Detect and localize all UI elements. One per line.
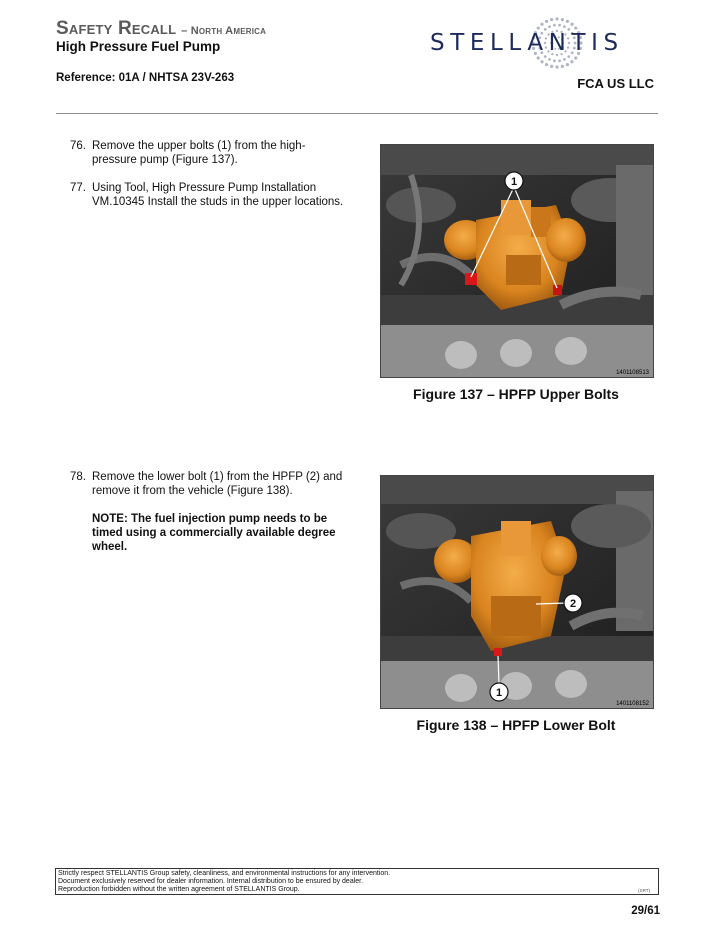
logo-dot [554, 48, 556, 50]
logo-dot [564, 33, 566, 35]
logo-dot [534, 52, 537, 55]
logo-dot [551, 53, 553, 55]
logo-dot [579, 47, 582, 50]
recall-title-region: – North America [181, 25, 267, 37]
logo-dot [538, 42, 541, 45]
step-text-line: Using Tool, High Pressure Pump Installation [92, 182, 317, 194]
logo-dot [563, 25, 566, 28]
logo-dot [545, 37, 547, 39]
step-text-line: Remove the lower bolt (1) from the HPFP (2) and [92, 471, 343, 483]
logo-dot [532, 47, 535, 50]
callout-1: 1 [495, 687, 503, 699]
logo-dot [534, 31, 537, 34]
logo-dot [537, 56, 540, 59]
logo-dot [570, 60, 573, 63]
logo-dot [567, 46, 569, 48]
logo-dot [561, 46, 563, 48]
step-text-line: Remove the upper bolts (1) from the high- [92, 140, 306, 152]
logo-dot [566, 20, 569, 23]
logo-dot [540, 32, 543, 35]
logo-dot [577, 52, 580, 55]
logo-dot [554, 36, 556, 38]
note-line: wheel. [92, 541, 128, 553]
figure-138-image [380, 475, 654, 709]
logo-dot [558, 36, 560, 38]
step-number: 77. [70, 182, 86, 194]
logo-dot [574, 42, 577, 45]
footer-line: Strictly respect STELLANTIS Group safety, cleanliness, and environmental instructions for any intervention. [58, 870, 391, 877]
logo-dot [545, 63, 548, 66]
logo-dot [568, 42, 570, 44]
logo-dot [551, 38, 553, 40]
recall-subtitle: High Pressure Fuel Pump [56, 39, 221, 54]
logo-dot [573, 47, 576, 50]
recall-title-main: Safety Recall [56, 18, 177, 39]
logo-dot [538, 37, 541, 40]
step-number: 78. [70, 471, 86, 483]
logo-dot [571, 51, 574, 54]
logo-dot [561, 65, 564, 68]
logo-dot [555, 17, 558, 20]
reference-number: Reference: 01A / NHTSA 23V-263 [56, 72, 235, 84]
logo-dot [560, 31, 562, 33]
logo-dot [558, 24, 561, 27]
logo-dot [564, 50, 566, 52]
figure-image-id: 1401108513 [616, 370, 649, 376]
footer-tag: (SRT) [638, 888, 650, 893]
logo-dot [544, 28, 547, 31]
logo-dot [538, 47, 541, 50]
logo-dot [540, 60, 543, 63]
step-78 [70, 470, 370, 500]
logo-dot [553, 59, 556, 62]
logo-dot [531, 41, 534, 44]
step-text [92, 470, 342, 498]
note-line: timed using a commercially available degree [92, 527, 336, 539]
stellantis-logo: STELLANTIS [430, 30, 624, 56]
logo-dot [571, 32, 574, 35]
logo-dot [563, 58, 566, 61]
step-text-line: VM.10345 Install the studs in the upper locations. [92, 196, 344, 208]
callout-1: 1 [510, 176, 518, 188]
note-line: NOTE: The fuel injection pump needs to be [92, 513, 328, 525]
recall-title [56, 18, 266, 40]
callout-2: 2 [569, 598, 577, 610]
logo-dot [574, 56, 577, 59]
logo-dot [547, 50, 549, 52]
logo-dot [545, 46, 547, 48]
step-76 [70, 139, 360, 169]
step-text-line: remove it from the vehicle (Figure 138). [92, 485, 293, 497]
footer-line: Reproduction forbidden without the written agreement of STELLANTIS Group. [58, 886, 300, 893]
logo-dot [579, 36, 582, 39]
note-block [92, 512, 372, 554]
footer-line: Document exclusively reserved for dealer information. Internal distribution to be ensured by dealer. [58, 878, 364, 885]
logo-dot [551, 31, 553, 33]
step-text-line: pressure pump (Figure 137). [92, 154, 238, 166]
logo-dot [532, 36, 535, 39]
logo-dot [551, 46, 553, 48]
step-text [92, 139, 306, 167]
stellantis-logo-mark-icon [530, 16, 584, 70]
logo-dot [547, 33, 549, 35]
logo-dot [553, 24, 556, 27]
logo-dot [567, 37, 569, 39]
step-77 [70, 181, 370, 211]
logo-dot [577, 31, 580, 34]
logo-dot [560, 53, 562, 55]
figure-image-id: 1401108152 [616, 701, 649, 707]
step-number: 76. [70, 140, 86, 152]
logo-dot [555, 65, 558, 68]
logo-dot [537, 26, 540, 29]
logo-dot [574, 26, 577, 29]
logo-dot [561, 18, 564, 21]
page-number: 29/61 [631, 905, 660, 917]
header-divider [56, 113, 658, 114]
step-text [92, 181, 343, 209]
logo-dot [567, 55, 570, 58]
logo-dot [558, 48, 560, 50]
logo-dot [579, 41, 582, 44]
logo-dot [540, 51, 543, 54]
logo-dot [544, 42, 546, 44]
logo-dot [566, 63, 569, 66]
logo-dot [550, 65, 553, 68]
logo-dot [540, 23, 543, 26]
logo-dot [548, 58, 551, 61]
logo-dot [556, 54, 558, 56]
logo-dot [561, 38, 563, 40]
figure-138-caption: Figure 138 – HPFP Lower Bolt [416, 717, 616, 733]
logo-dot [545, 20, 548, 23]
logo-dot [562, 42, 564, 44]
logo-dot [556, 30, 558, 32]
figure-137-image [380, 144, 654, 378]
logo-dot [548, 25, 551, 28]
footer-disclaimer [55, 868, 659, 895]
company-name: FCA US LLC [577, 76, 654, 91]
logo-dot [550, 42, 552, 44]
logo-dot [544, 55, 547, 58]
logo-dot [567, 28, 570, 31]
logo-dot [558, 59, 561, 62]
logo-dot [573, 37, 576, 40]
figure-137-caption: Figure 137 – HPFP Upper Bolts [413, 386, 619, 402]
logo-dot [550, 18, 553, 21]
logo-dot [570, 23, 573, 26]
